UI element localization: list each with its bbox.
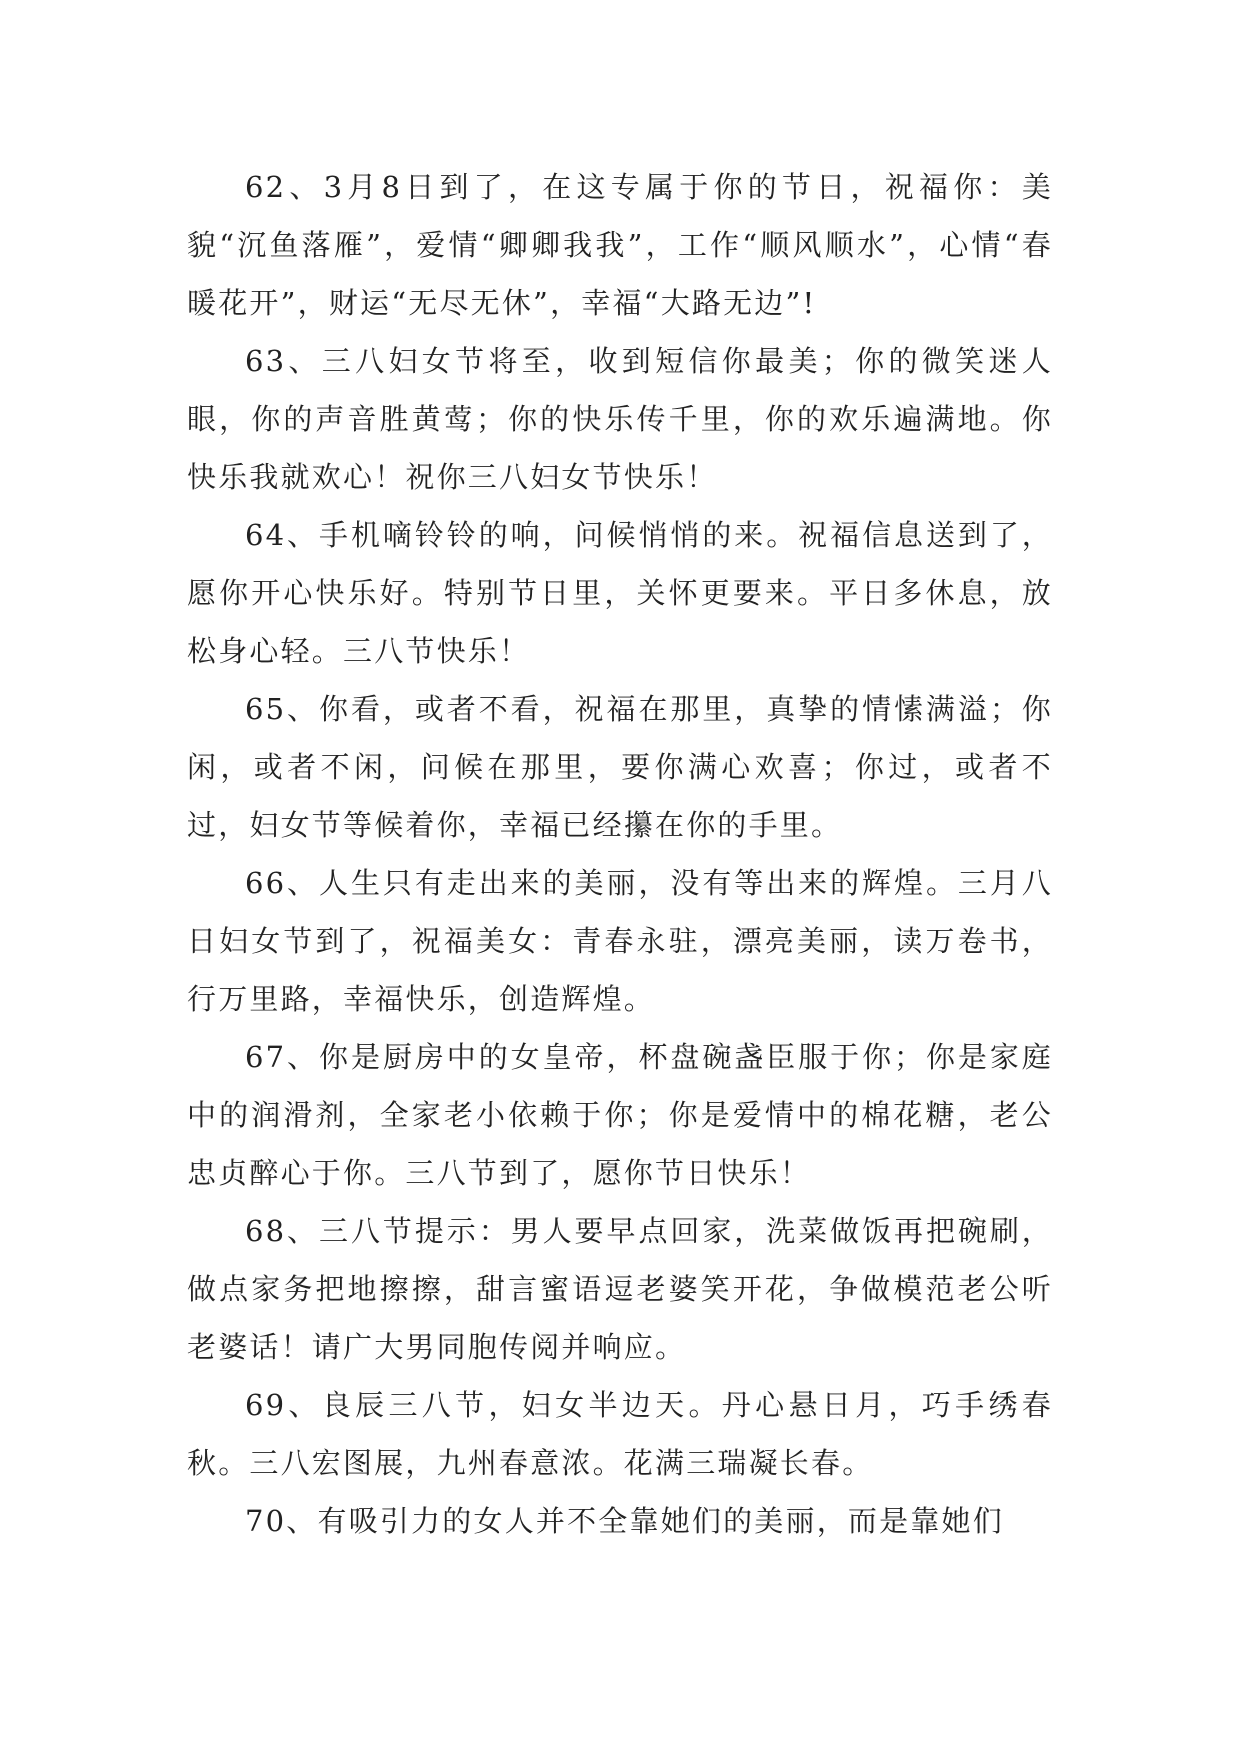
paragraph-65: 65、你看，或者不看，祝福在那里，真挚的情愫满溢；你闲，或者不闲，问候在那里，要你满心欢喜；你过，或者不过，妇女节等候着你，幸福已经攥在你的手里。 [187,692,1053,842]
paragraph-67: 67、你是厨房中的女皇帝，杯盘碗盏臣服于你；你是家庭中的润滑剂，全家老小依赖于你；你是爱情中的棉花糖，老公忠贞醉心于你。三八节到了，愿你节日快乐！ [187,1040,1053,1190]
paragraph-62: 62、3月8日到了，在这专属于你的节日，祝福你：美貌“沉鱼落雁”，爱情“卿卿我我”，工作“顺风顺水”，心情“春暖花开”，财运“无尽无休”，幸福“大路无边”! [187,170,1053,320]
paragraph-66: 66、人生只有走出来的美丽，没有等出来的辉煌。三月八日妇女节到了，祝福美女：青春永驻，漂亮美丽，读万卷书，行万里路，幸福快乐，创造辉煌。 [187,866,1053,1016]
document-body [187,158,1053,1550]
paragraph-64: 64、手机嘀铃铃的响，问候悄悄的来。祝福信息送到了，愿你开心快乐好。特别节日里，关怀更要来。平日多休息，放松身心轻。三八节快乐！ [187,518,1053,668]
paragraph-69: 69、良辰三八节，妇女半边天。丹心悬日月，巧手绣春秋。三八宏图展，九州春意浓。花满三瑞凝长春。 [187,1388,1053,1480]
paragraph-63: 63、三八妇女节将至，收到短信你最美；你的微笑迷人眼，你的声音胜黄莺；你的快乐传千里，你的欢乐遍满地。你快乐我就欢心！祝你三八妇女节快乐！ [187,344,1053,494]
paragraph-68: 68、三八节提示：男人要早点回家，洗菜做饭再把碗刷，做点家务把地擦擦，甜言蜜语逗老婆笑开花，争做模范老公听老婆话！请广大男同胞传阅并响应。 [187,1214,1053,1364]
paragraph-70: 70、有吸引力的女人并不全靠她们的美丽，而是靠她们 [245,1504,1004,1538]
